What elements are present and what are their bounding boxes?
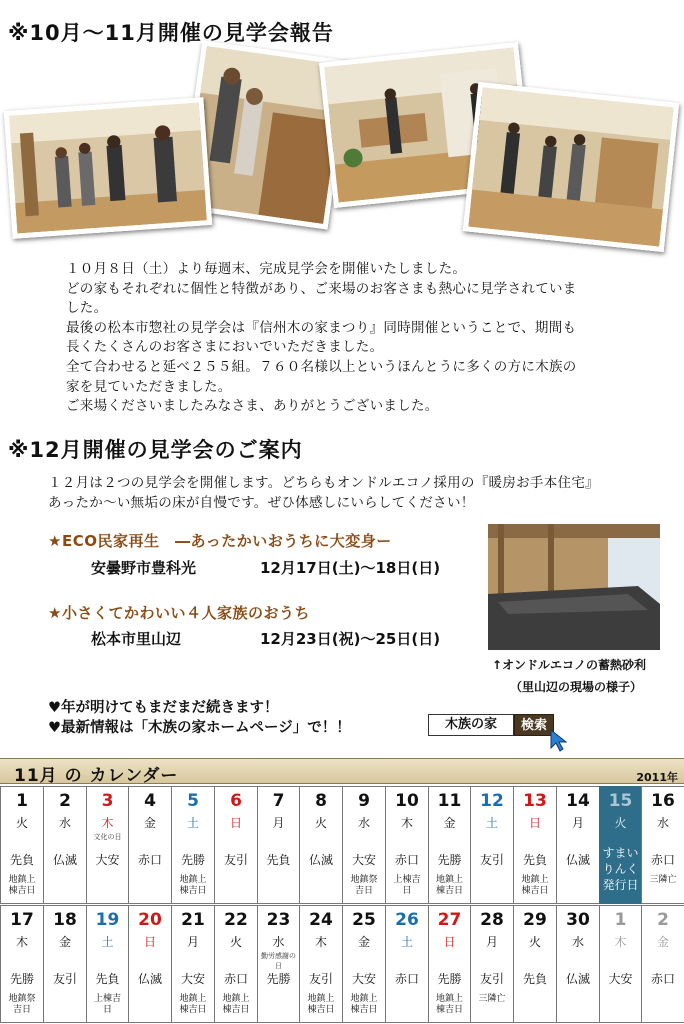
auspicious-day-note: 地鎮上棟吉日	[222, 994, 250, 1015]
auspicious-day-note: 地鎮上棟吉日	[8, 875, 36, 896]
day-number: 28	[480, 910, 504, 930]
day-number: 2	[59, 791, 71, 811]
calendar-day-cell	[556, 905, 600, 1023]
calendar-day-cell	[641, 905, 684, 1023]
rokuyo-label: 大安	[180, 972, 205, 986]
open-house-photo-1	[4, 97, 212, 239]
rokuyo-label: 大安	[351, 972, 376, 986]
december-intro	[48, 474, 673, 513]
calendar-day-cell	[641, 786, 684, 904]
day-number: 7	[272, 791, 285, 811]
open-house-photo-4	[463, 82, 680, 252]
weekday-label: 土	[101, 935, 114, 949]
day-number: 29	[523, 910, 547, 930]
rokuyo-label: 赤口	[650, 972, 675, 986]
weekday-label: 木	[15, 935, 28, 949]
rokuyo-label: 赤口	[650, 853, 675, 867]
rokuyo-label: 先負	[522, 853, 547, 867]
rokuyo-label: 先勝	[437, 972, 462, 986]
intro-line: １２月は２つの見学会を開催します。どちらもオンドルエコノ採用の『暖房お手本住宅』	[48, 475, 599, 491]
rokuyo-label: 先負	[95, 972, 120, 986]
calendar-day-cell	[342, 905, 386, 1023]
rokuyo-label: 先負	[266, 853, 291, 867]
calendar-day-cell	[214, 905, 258, 1023]
report-line: 家を見ていただきました。	[66, 378, 232, 395]
auspicious-day-note: 地鎮上棟吉日	[521, 875, 549, 896]
rokuyo-label: 大安	[95, 853, 120, 867]
rokuyo-label: 友引	[479, 972, 504, 986]
weekday-label: 火	[15, 816, 28, 830]
auspicious-day-note: 地鎮上棟吉日	[179, 994, 207, 1015]
weekday-label: 水	[357, 816, 370, 830]
calendar-day-cell	[385, 786, 429, 904]
rokuyo-label: 友引	[223, 853, 248, 867]
day-number: 17	[10, 910, 34, 930]
rokuyo-label: 友引	[479, 853, 504, 867]
weekday-label: 木	[101, 816, 114, 830]
weekday-label: 月	[272, 816, 285, 830]
calendar-day-cell	[257, 905, 300, 1023]
auspicious-day-note: 地鎮上棟吉日	[435, 875, 463, 896]
calendar-year: 2011年	[636, 771, 678, 784]
rokuyo-label: 仏滅	[52, 853, 77, 867]
report-line: 最後の松本市惣社の見学会は『信州木の家まつり』同時開催ということで、期間も	[66, 319, 577, 336]
weekday-label: 金	[143, 816, 156, 830]
weekday-label: 金	[58, 935, 71, 949]
auspicious-day-note: 上棟吉日	[393, 875, 421, 896]
calendar-day-cell	[86, 786, 129, 904]
weekday-label: 水	[272, 935, 285, 949]
day-number: 8	[315, 791, 327, 811]
publication-day-label: すまいりんく発行日	[602, 846, 639, 892]
calendar-day-cell	[513, 786, 557, 904]
event-1-date: 12月17日(土)～18日(日)	[260, 559, 441, 577]
rokuyo-label: 先勝	[180, 853, 205, 867]
calendar-day-cell	[599, 905, 642, 1023]
calendar-day-cell	[599, 786, 642, 904]
weekday-label: 金	[443, 816, 456, 830]
heat-storage-gravel-photo	[488, 524, 660, 650]
holiday-label: 勤労感謝の日	[261, 952, 296, 970]
weekday-label: 水	[58, 816, 71, 830]
calendar-day-cell	[43, 786, 87, 904]
calendar-day-cell	[385, 905, 429, 1023]
calendar-day-cell	[214, 786, 258, 904]
report-line: 長くたくさんのお客さまにおいでいただきました。	[66, 339, 384, 356]
calendar-day-cell	[86, 905, 129, 1023]
calendar-day-cell	[128, 905, 172, 1023]
report-line: した。	[66, 300, 108, 317]
weekday-label: 火	[314, 816, 327, 830]
day-number: 10	[395, 791, 419, 811]
calendar-week-1	[0, 786, 684, 904]
auspicious-day-note: 三隣亡	[649, 875, 677, 885]
weekday-label: 日	[528, 816, 541, 830]
calendar-day-cell	[428, 905, 471, 1023]
report-text	[66, 260, 641, 417]
auspicious-day-note: 三隣亡	[478, 994, 506, 1004]
rokuyo-label: 先勝	[9, 972, 34, 986]
search-input[interactable]: 木族の家	[428, 714, 514, 736]
rokuyo-label: 大安	[351, 853, 376, 867]
day-number: 24	[309, 910, 333, 930]
day-number: 21	[181, 910, 205, 930]
search-button[interactable]: 検索	[514, 714, 554, 736]
intro-line: あったか～い無垢の床が自慢です。ぜひ体感しにいらしてください！	[48, 494, 475, 511]
weekday-label: 月	[485, 935, 498, 949]
auspicious-day-note: 上棟吉日	[93, 994, 121, 1015]
day-number: 1	[614, 910, 627, 930]
auspicious-day-note: 地鎮祭吉日	[8, 994, 36, 1015]
rokuyo-label: 先負	[9, 853, 34, 867]
calendar-day-cell	[299, 786, 343, 904]
weekday-label: 日	[229, 816, 242, 830]
weekday-label: 金	[656, 935, 669, 949]
rokuyo-label: 仏滅	[565, 853, 590, 867]
rokuyo-label: 仏滅	[308, 853, 333, 867]
calendar-day-cell	[470, 786, 514, 904]
holiday-label: 文化の日	[93, 833, 122, 841]
calendar-day-cell	[556, 786, 600, 904]
day-number: 19	[95, 910, 120, 930]
weekday-label: 木	[614, 935, 627, 949]
calendar-week-2	[0, 905, 684, 1023]
day-number: 3	[101, 791, 114, 811]
rokuyo-label: 赤口	[137, 853, 162, 867]
day-number: 30	[566, 910, 590, 930]
weekday-label: 火	[614, 816, 627, 830]
weekday-label: 水	[571, 935, 584, 949]
calendar-day-cell	[128, 786, 172, 904]
calendar-day-cell	[0, 905, 44, 1023]
day-number: 11	[437, 791, 462, 811]
calendar-day-cell	[299, 905, 343, 1023]
day-number: 22	[224, 910, 248, 930]
weekday-label: 月	[186, 935, 199, 949]
rokuyo-label: 先勝	[266, 972, 291, 986]
auspicious-day-note: 地鎮上棟吉日	[179, 875, 207, 896]
day-number: 1	[16, 791, 28, 811]
calendar-day-cell	[470, 905, 514, 1023]
event-2-title: ★小さくてかわいい４人家族のおうち	[48, 604, 310, 622]
day-number: 27	[437, 910, 462, 930]
auspicious-day-note: 地鎮上棟吉日	[435, 994, 463, 1015]
rokuyo-label: 友引	[52, 972, 77, 986]
day-number: 2	[657, 910, 669, 930]
weekday-label: 土	[485, 816, 498, 830]
calendar-day-cell	[342, 786, 386, 904]
weekday-label: 火	[229, 935, 242, 949]
calendar-day-cell	[171, 786, 215, 904]
weekday-label: 火	[528, 935, 541, 949]
day-number: 9	[358, 791, 370, 811]
day-number: 13	[523, 791, 547, 811]
weekday-label: 日	[443, 935, 456, 949]
rokuyo-label: 先勝	[437, 853, 462, 867]
weekday-label: 木	[400, 816, 413, 830]
calendar-day-cell	[257, 786, 300, 904]
note-homepage: ♥最新情報は「木族の家ホームページ」で！！	[48, 720, 351, 736]
note-continues: ♥年が明けてもまだまだ続きます！	[48, 700, 279, 716]
day-number: 14	[566, 791, 590, 811]
report-line: 全て合わせると延べ２５５組。７６０名様以上というほんとうに多くの方に木族の	[66, 358, 577, 375]
calendar-day-cell	[171, 905, 215, 1023]
photo-caption-1: ↑オンドルエコノの蓄熱砂利	[492, 658, 647, 672]
calendar-day-cell	[513, 905, 557, 1023]
day-number: 26	[395, 910, 419, 930]
section-title-december: ※12月開催の見学会のご案内	[8, 438, 303, 462]
report-line: ご来場くださいましたみなさま、ありがとうございました。	[66, 398, 439, 415]
report-line: どの家もそれぞれに個性と特徴があり、ご来場のお客さまも熱心に見学されていま	[66, 280, 577, 297]
day-number: 4	[144, 791, 156, 811]
day-number: 5	[187, 791, 199, 811]
auspicious-day-note: 地鎮上棟吉日	[307, 994, 335, 1015]
weekday-label: 木	[314, 935, 327, 949]
day-number: 23	[266, 910, 291, 930]
report-line: １０月８日（土）より毎週末、完成見学会を開催いたしました。	[66, 261, 467, 277]
calendar-day-cell	[43, 905, 87, 1023]
weekday-label: 土	[186, 816, 199, 830]
day-number: 20	[138, 910, 162, 930]
calendar-day-cell	[428, 786, 471, 904]
event-1-place: 安曇野市豊科光	[91, 559, 197, 577]
event-1-title: ★ECO民家再生 ―あったかいおうちに大変身ー	[48, 532, 392, 550]
day-number: 12	[480, 791, 504, 811]
rokuyo-label: 先負	[522, 972, 547, 986]
event-2-date: 12月23日(祝)～25日(日)	[260, 630, 441, 648]
weekday-label: 月	[571, 816, 584, 830]
day-number: 15	[608, 791, 633, 811]
weekday-label: 水	[656, 816, 669, 830]
calendar-day-cell	[0, 786, 44, 904]
calendar-header	[0, 758, 684, 784]
auspicious-day-note: 地鎮祭吉日	[350, 875, 378, 896]
rokuyo-label: 大安	[608, 972, 633, 986]
rokuyo-label: 仏滅	[565, 972, 590, 986]
weekday-label: 土	[400, 935, 413, 949]
photo-caption-2: （里山辺の現場の様子）	[510, 680, 643, 694]
rokuyo-label: 赤口	[223, 972, 248, 986]
cursor-arrow-icon	[549, 728, 569, 752]
day-number: 18	[53, 910, 77, 930]
rokuyo-label: 赤口	[394, 853, 419, 867]
weekday-label: 日	[143, 935, 156, 949]
auspicious-day-note: 地鎮上棟吉日	[350, 994, 378, 1015]
section-title-report: ※10月～11月開催の見学会報告	[8, 21, 334, 45]
day-number: 25	[352, 910, 376, 930]
rokuyo-label: 仏滅	[137, 972, 162, 986]
day-number: 6	[230, 791, 242, 811]
day-number: 16	[651, 791, 675, 811]
rokuyo-label: 友引	[308, 972, 333, 986]
calendar-title: 11月 の カレンダー	[14, 766, 179, 786]
weekday-label: 金	[357, 935, 370, 949]
rokuyo-label: 赤口	[394, 972, 419, 986]
event-2-place: 松本市里山辺	[91, 630, 182, 648]
